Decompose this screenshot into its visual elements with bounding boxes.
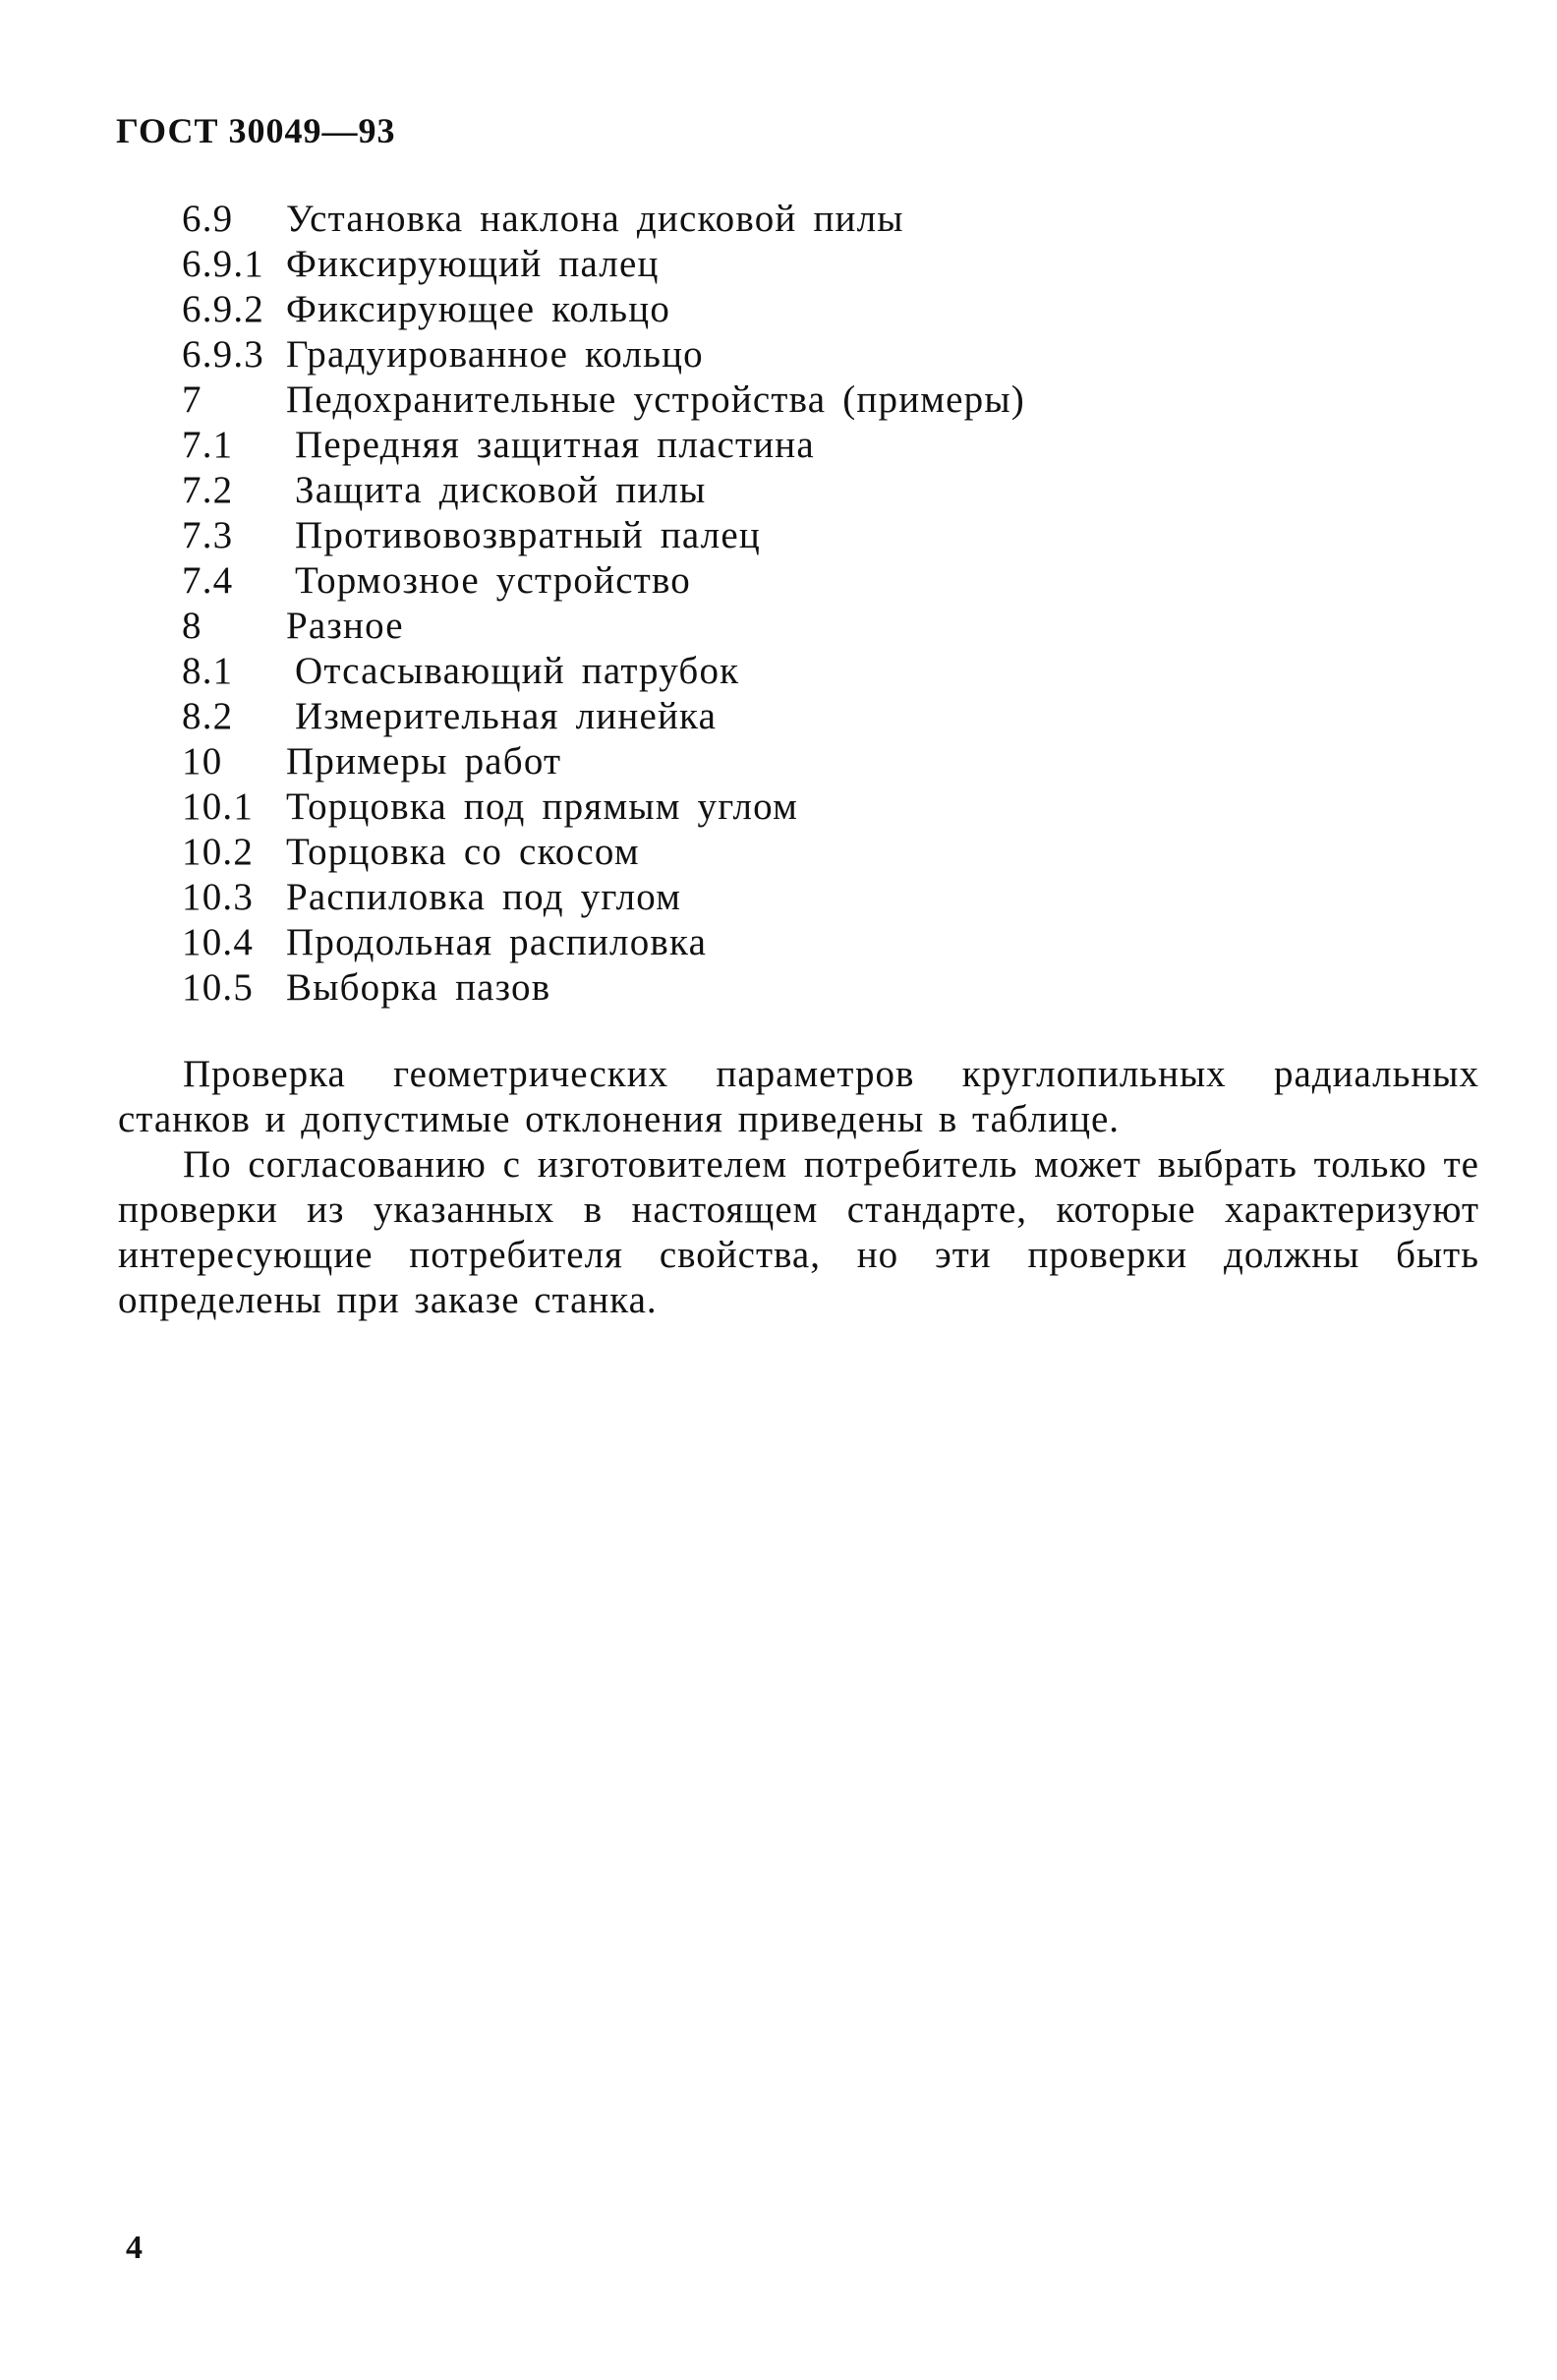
toc-item bbox=[182, 377, 1025, 423]
toc-item-title: Измерительная линейка bbox=[295, 695, 718, 737]
toc-item bbox=[182, 287, 1025, 332]
toc-item-number: 6.9.1 bbox=[182, 243, 264, 285]
toc-item-number: 7 bbox=[182, 378, 202, 421]
toc-item bbox=[182, 423, 1025, 468]
page-number: 4 bbox=[126, 2230, 143, 2266]
toc-item bbox=[182, 920, 1025, 965]
toc-item-title: Примеры работ bbox=[286, 740, 562, 783]
toc-item-title: Разное bbox=[286, 605, 404, 647]
toc-item-title: Выборка пазов bbox=[286, 966, 551, 1009]
paragraph: Проверка геометрических параметров круглопильных радиальных станков и допустимые отклонения приведены в таблице. bbox=[118, 1053, 1479, 1140]
toc-item-number: 10.1 bbox=[182, 785, 255, 828]
toc-item bbox=[182, 875, 1025, 920]
document-header: ГОСТ 30049—93 bbox=[116, 111, 396, 150]
toc-item-title: Тормозное устройство bbox=[295, 559, 691, 602]
toc-item-number: 10.3 bbox=[182, 876, 255, 918]
toc-item-number: 8.1 bbox=[182, 650, 234, 692]
toc-item-title: Распиловка под углом bbox=[286, 876, 682, 918]
toc-item bbox=[182, 332, 1025, 377]
toc-item-number: 10.4 bbox=[182, 921, 255, 963]
toc-item bbox=[182, 242, 1025, 287]
toc-item-number: 7.3 bbox=[182, 514, 234, 556]
toc-item-number: 6.9.2 bbox=[182, 288, 264, 330]
toc-item-title: Торцовка со скосом bbox=[286, 831, 640, 873]
toc-item bbox=[182, 604, 1025, 649]
toc-item bbox=[182, 694, 1025, 739]
toc-item-title: Торцовка под прямым углом bbox=[286, 785, 798, 828]
toc-item-title: Продольная распиловка bbox=[286, 921, 708, 963]
toc-item-title: Отсасывающий патрубок bbox=[295, 650, 740, 692]
toc-item-title: Передняя защитная пластина bbox=[295, 424, 815, 466]
toc-item-title: Установка наклона дисковой пилы bbox=[286, 198, 904, 240]
toc-item bbox=[182, 468, 1025, 513]
toc-item-title: Педохранительные устройства (примеры) bbox=[286, 378, 1025, 421]
toc-item-number: 8 bbox=[182, 605, 202, 647]
toc-item bbox=[182, 558, 1025, 604]
toc-item bbox=[182, 649, 1025, 694]
toc-item-number: 7.2 bbox=[182, 469, 234, 511]
toc-item-number: 7.4 bbox=[182, 559, 234, 602]
table-of-contents bbox=[182, 197, 1025, 1011]
paragraph: По согласованию с изготовителем потребитель может выбрать только те проверки из указанных в настоящем стандарте, которые характеризуют интересующие потребителя свойства, но эти проверки должны быть определены при заказе станка. bbox=[118, 1143, 1479, 1321]
toc-item-title: Фиксирующий палец bbox=[286, 243, 660, 285]
toc-item-number: 10 bbox=[182, 740, 223, 783]
toc-item bbox=[182, 830, 1025, 875]
toc-item-number: 7.1 bbox=[182, 424, 234, 466]
toc-item bbox=[182, 965, 1025, 1011]
toc-item bbox=[182, 197, 1025, 242]
toc-item-number: 6.9 bbox=[182, 198, 234, 240]
body-text bbox=[118, 1052, 1479, 1323]
toc-item-number: 10.2 bbox=[182, 831, 255, 873]
toc-item-number: 10.5 bbox=[182, 966, 255, 1009]
toc-item-title: Фиксирующее кольцо bbox=[286, 288, 671, 330]
toc-item-title: Градуированное кольцо bbox=[286, 333, 704, 376]
toc-item-number: 6.9.3 bbox=[182, 333, 264, 376]
toc-item-title: Защита дисковой пилы bbox=[295, 469, 707, 511]
toc-item bbox=[182, 784, 1025, 830]
toc-item-title: Противовозвратный палец bbox=[295, 514, 761, 556]
toc-item bbox=[182, 739, 1025, 784]
toc-item-number: 8.2 bbox=[182, 695, 234, 737]
toc-item bbox=[182, 513, 1025, 558]
